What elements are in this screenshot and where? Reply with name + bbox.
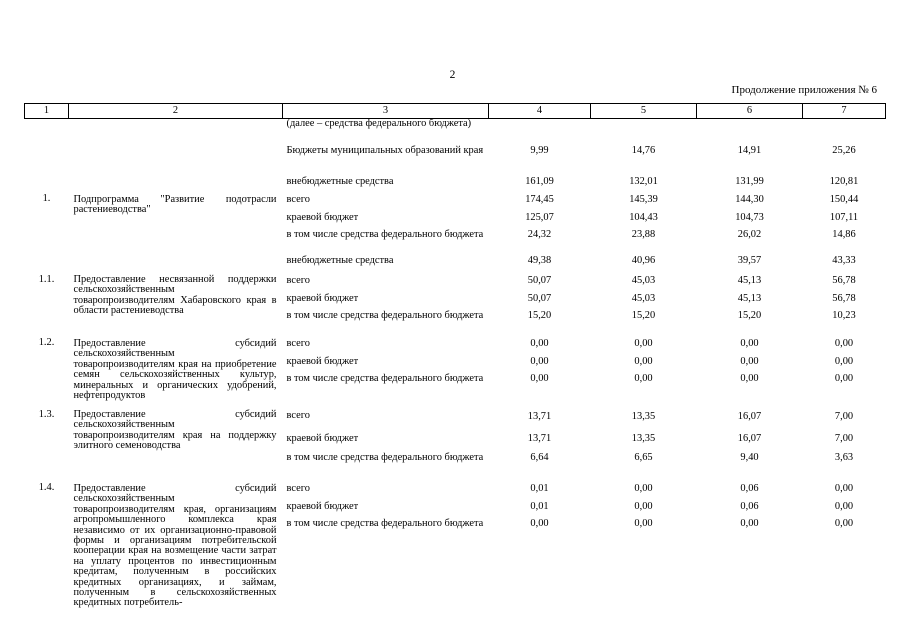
value-col7: 25,26 (832, 145, 856, 156)
value-col7: 107,11 (829, 212, 859, 223)
value-col5: 14,76 (631, 145, 656, 156)
value-col6: 0,06 (740, 483, 759, 494)
continuation-note: Продолжение приложения № 6 (731, 84, 877, 96)
value-col7: 10,23 (832, 310, 856, 321)
funding-source: внебюджетные средства (286, 176, 394, 187)
table-row (25, 410, 886, 433)
value-col4: 0,01 (530, 501, 549, 512)
header-cell: 5 (591, 104, 697, 119)
value-col5: 132,01 (629, 176, 658, 187)
value-col5: 0,00 (634, 483, 653, 494)
value-col4: 161,09 (525, 176, 554, 187)
value-col4: 15,20 (527, 310, 552, 321)
header-cell: 4 (489, 104, 591, 119)
value-col5: 40,96 (631, 255, 656, 266)
item-name: Подпрограмма "Развитие подотрасли растениеводства" (73, 194, 277, 216)
value-col5: 0,00 (634, 501, 653, 512)
value-col4: 24,32 (527, 229, 552, 240)
value-col5: 0,00 (634, 338, 653, 349)
value-col6: 26,02 (737, 229, 762, 240)
value-col4: 49,38 (527, 255, 552, 266)
value-col7: 0,00 (834, 501, 854, 512)
value-col5: 145,39 (629, 194, 658, 205)
value-col7: 0,00 (834, 338, 854, 349)
value-col7: 0,00 (834, 356, 854, 367)
funding-source: всего (286, 194, 310, 205)
item-name (69, 119, 283, 142)
funding-source: в том числе средства федерального бюджета (286, 518, 484, 529)
header-cell: 7 (803, 104, 886, 119)
value-col6: 0,00 (740, 338, 759, 349)
value-col6: 104,73 (735, 212, 764, 223)
funding-source: (далее – средства федерального бюджета) (286, 118, 472, 129)
value-col7: 56,78 (832, 293, 856, 304)
value-col7: 3,63 (834, 452, 854, 463)
value-col6: 16,07 (737, 411, 762, 422)
value-col6: 14,91 (737, 145, 762, 156)
funding-source: внебюджетные средства (286, 255, 394, 266)
funding-source: в том числе средства федерального бюджета (286, 373, 484, 384)
item-number: 1.2. (38, 337, 55, 348)
item-number (25, 176, 69, 194)
funding-source: в том числе средства федерального бюджета (286, 452, 484, 463)
value-col7: 14,86 (832, 229, 856, 240)
table-row (25, 273, 886, 293)
table-row (25, 194, 886, 212)
value-col5: 104,43 (629, 212, 658, 223)
page-number: 2 (449, 69, 456, 81)
value-col7: 0,00 (834, 373, 854, 384)
value-col5 (591, 119, 697, 142)
value-col5: 45,03 (631, 275, 656, 286)
header-cell: 1 (25, 104, 69, 119)
value-col6: 0,00 (740, 518, 759, 529)
value-col6: 131,99 (735, 176, 764, 187)
value-col5: 45,03 (631, 293, 656, 304)
value-col6: 15,20 (737, 310, 762, 321)
value-col7: 7,00 (834, 433, 854, 444)
value-col4: 13,71 (527, 433, 552, 444)
value-col7: 0,00 (834, 483, 854, 494)
table-row (25, 483, 886, 501)
header-cell: 2 (69, 104, 283, 119)
value-col4 (489, 119, 591, 142)
item-number (25, 119, 69, 142)
value-col4: 0,00 (530, 356, 549, 367)
item-name: Предоставление субсидий сельскохозяйственным товаропроизводителям края на поддержку элитного семеноводства (73, 409, 277, 452)
value-col7: 7,00 (834, 411, 854, 422)
value-col6: 45,13 (737, 293, 762, 304)
table-row (25, 176, 886, 194)
funding-source: в том числе средства федерального бюджета (286, 229, 484, 240)
value-col7: 56,78 (832, 275, 856, 286)
funding-source: краевой бюджет (286, 433, 359, 444)
table-row (25, 141, 886, 176)
value-col5: 13,35 (631, 411, 656, 422)
table-row (25, 119, 886, 142)
value-col6 (697, 119, 803, 142)
funding-source: всего (286, 410, 310, 421)
value-col6: 0,00 (740, 373, 759, 384)
table-row (25, 338, 886, 356)
item-name: Предоставление субсидий сельскохозяйственным товаропроизводителям края, организациям агропромышленного комплекса края независимо от их организационно-правовой формы и организациям потребительской кооперации края на возмещение части затрат на уплату процентов по инвестиционным кредитам, полученным в российских кредитных организациях, и займам, полученным в сельскохозяйственных кредитных потребитель- (73, 483, 277, 609)
value-col7: 43,33 (832, 255, 856, 266)
value-col4: 125,07 (525, 212, 554, 223)
funding-source: всего (286, 275, 310, 286)
item-number: 1.4. (38, 482, 55, 493)
funding-source: краевой бюджет (286, 293, 359, 304)
funding-source: краевой бюджет (286, 212, 359, 223)
value-col4: 0,01 (530, 483, 549, 494)
item-number: 1.3. (38, 409, 55, 420)
funding-source: краевой бюджет (286, 501, 359, 512)
item-number: 1. (42, 193, 51, 204)
header-row (25, 104, 886, 119)
value-col4: 174,45 (525, 194, 554, 205)
value-col4: 13,71 (527, 411, 552, 422)
value-col4: 50,07 (527, 275, 552, 286)
value-col4: 0,00 (530, 518, 549, 529)
funding-source: краевой бюджет (286, 356, 359, 367)
item-number: 1.1. (38, 274, 55, 285)
value-col5: 0,00 (634, 356, 653, 367)
value-col4: 0,00 (530, 373, 549, 384)
header-cell: 3 (283, 104, 489, 119)
value-col7: 0,00 (834, 518, 854, 529)
funding-source: Бюджеты муниципальных образований края (286, 145, 484, 156)
item-number (25, 141, 69, 176)
value-col7: 150,44 (829, 194, 859, 205)
funding-source: всего (286, 483, 310, 494)
value-col6: 39,57 (737, 255, 762, 266)
value-col7 (803, 119, 886, 142)
value-col6: 0,06 (740, 501, 759, 512)
value-col5: 0,00 (634, 518, 653, 529)
header-cell: 6 (697, 104, 803, 119)
value-col6: 16,07 (737, 433, 762, 444)
item-name (69, 141, 283, 176)
value-col4: 50,07 (527, 293, 552, 304)
value-col5: 6,65 (634, 452, 653, 463)
value-col6: 45,13 (737, 275, 762, 286)
value-col6: 144,30 (735, 194, 764, 205)
value-col5: 23,88 (631, 229, 656, 240)
value-col5: 0,00 (634, 373, 653, 384)
item-name: Предоставление несвязанной поддержки сельскохозяйственным товаропроизводителям Хабаровского края в области растениеводства (73, 274, 277, 317)
value-col7: 120,81 (829, 176, 859, 187)
value-col6: 9,40 (740, 452, 759, 463)
value-col4: 9,99 (530, 145, 549, 156)
value-col4: 0,00 (530, 338, 549, 349)
value-col6: 0,00 (740, 356, 759, 367)
value-col5: 13,35 (631, 433, 656, 444)
item-name (69, 176, 283, 194)
funding-source: всего (286, 338, 310, 349)
item-name: Предоставление субсидий сельскохозяйственным товаропроизводителям края на приобретение семян сельскохозяйственных культур, минеральных и органических удобрений, нефтепродуктов (73, 338, 277, 402)
value-col5: 15,20 (631, 310, 656, 321)
funding-source: в том числе средства федерального бюджета (286, 310, 484, 321)
financing-table (24, 103, 886, 609)
value-col4: 6,64 (530, 452, 549, 463)
